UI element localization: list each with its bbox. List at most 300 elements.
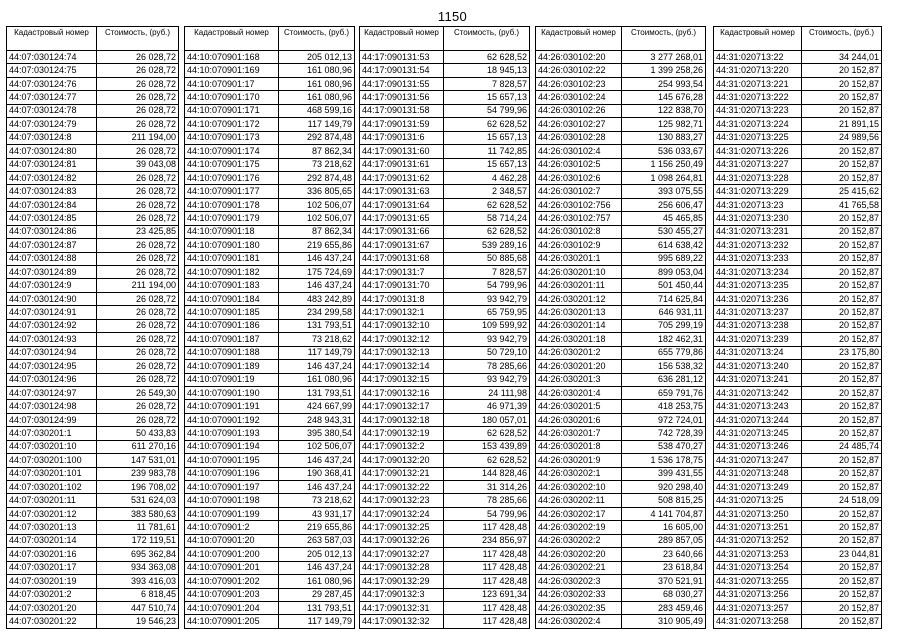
cost-cell: 646 931,11 (622, 306, 706, 319)
table-row (714, 360, 882, 373)
cadastral-number-cell: 44:10:070901:170 (185, 91, 279, 104)
cadastral-number-cell: 44:07:030124:79 (7, 118, 97, 131)
cadastral-number-cell: 44:07:030124:78 (7, 104, 97, 117)
cost-cell: 24 111,98 (444, 386, 530, 399)
cost-cell: 62 628,52 (444, 225, 530, 238)
cost-cell: 26 028,72 (97, 91, 179, 104)
cadastral-number-cell: 44:17:090132:18 (360, 413, 444, 426)
cost-cell: 117 149,79 (279, 346, 355, 359)
cost-cell: 20 152,87 (802, 454, 882, 467)
table-row (714, 386, 882, 399)
cadastral-number-cell: 44:17:090132:32 (360, 615, 444, 628)
table-row (185, 77, 355, 90)
table-row (7, 346, 179, 359)
cost-cell: 117 149,79 (279, 615, 355, 628)
table-row (714, 494, 882, 507)
table-row (7, 185, 179, 198)
cost-cell: 172 119,51 (97, 534, 179, 547)
table-row (714, 507, 882, 520)
cost-cell: 20 152,87 (802, 588, 882, 601)
table-row (185, 615, 355, 628)
table-row (185, 413, 355, 426)
table-row (7, 601, 179, 614)
cadastral-number-cell: 44:31:020713:250 (714, 507, 802, 520)
cadastral-number-cell: 44:31:020713:229 (714, 185, 802, 198)
cadastral-number-cell: 44:26:030202:2 (536, 534, 622, 547)
cadastral-number-cell: 44:17:090131:62 (360, 171, 444, 184)
table-row (360, 225, 530, 238)
cost-cell: 611 270,16 (97, 440, 179, 453)
cadastral-number-cell: 44:10:070901:187 (185, 333, 279, 346)
table-row (185, 588, 355, 601)
table-row (536, 77, 706, 90)
cadastral-number-cell: 44:10:070901:183 (185, 279, 279, 292)
table-row (360, 198, 530, 211)
cost-cell: 180 057,01 (444, 413, 530, 426)
cadastral-number-cell: 44:10:070901:182 (185, 266, 279, 279)
cadastral-number-cell: 44:26:030202:4 (536, 615, 622, 628)
table-row (7, 360, 179, 373)
cost-cell: 205 012,13 (279, 548, 355, 561)
table-row (185, 91, 355, 104)
cadastral-number-cell: 44:07:030124:84 (7, 198, 97, 211)
cost-cell: 117 428,48 (444, 521, 530, 534)
cost-cell: 190 368,41 (279, 467, 355, 480)
cadastral-number-cell: 44:31:020713:249 (714, 481, 802, 494)
cadastral-number-cell: 44:17:090131:7 (360, 266, 444, 279)
cadastral-number-cell: 44:26:030202:17 (536, 507, 622, 520)
table-row (360, 171, 530, 184)
cadastral-number-cell: 44:10:070901:2 (185, 521, 279, 534)
cadastral-number-cell: 44:31:020713:225 (714, 131, 802, 144)
cost-cell: 16 605,00 (622, 521, 706, 534)
cost-cell: 530 455,27 (622, 225, 706, 238)
table-row (7, 481, 179, 494)
cost-cell: 11 742,85 (444, 145, 530, 158)
cadastral-number-cell: 44:26:030201:13 (536, 306, 622, 319)
table-row (714, 615, 882, 628)
cadastral-number-cell: 44:17:090132:1 (360, 306, 444, 319)
cost-cell: 65 759,95 (444, 306, 530, 319)
cost-cell: 20 152,87 (802, 171, 882, 184)
cost-cell: 18 945,13 (444, 64, 530, 77)
header-cost: Стоимость, (руб.) (279, 27, 355, 51)
cadastral-number-cell: 44:07:030124:74 (7, 51, 97, 64)
table-row (714, 373, 882, 386)
cost-cell: 102 506,07 (279, 198, 355, 211)
table-row (7, 373, 179, 386)
cadastral-number-cell: 44:17:090131:54 (360, 64, 444, 77)
cadastral-number-cell: 44:10:070901:17 (185, 77, 279, 90)
cadastral-number-cell: 44:07:030201:19 (7, 575, 97, 588)
cost-cell: 292 874,48 (279, 171, 355, 184)
table-row (185, 427, 355, 440)
cadastral-number-cell: 44:17:090131:59 (360, 118, 444, 131)
table-row (7, 333, 179, 346)
cadastral-number-cell: 44:26:030202:35 (536, 601, 622, 614)
table-row (536, 360, 706, 373)
table-row (360, 440, 530, 453)
cadastral-number-cell: 44:26:030102:756 (536, 198, 622, 211)
cadastral-number-cell: 44:10:070901:202 (185, 575, 279, 588)
table-row (7, 145, 179, 158)
table-row (185, 198, 355, 211)
cadastral-number-cell: 44:31:020713:223 (714, 104, 802, 117)
cost-cell: 254 993,54 (622, 77, 706, 90)
cadastral-number-cell: 44:26:030202:10 (536, 481, 622, 494)
table-row (360, 104, 530, 117)
table-row (714, 413, 882, 426)
cadastral-number-cell: 44:10:070901:180 (185, 239, 279, 252)
table-row (714, 534, 882, 547)
table-row (7, 198, 179, 211)
cost-cell: 161 080,96 (279, 373, 355, 386)
table-row (185, 561, 355, 574)
header-cadastral-number: Кадастровый номер (185, 27, 279, 51)
cost-cell: 483 242,89 (279, 292, 355, 305)
cadastral-number-cell: 44:17:090131:66 (360, 225, 444, 238)
header-cost: Стоимость, (руб.) (802, 27, 882, 51)
table-row (7, 400, 179, 413)
cadastral-number-cell: 44:07:030201:13 (7, 521, 97, 534)
table-row (536, 481, 706, 494)
table-row (7, 131, 179, 144)
table-row (536, 239, 706, 252)
cost-cell: 123 691,34 (444, 588, 530, 601)
cadastral-number-cell: 44:10:070901:204 (185, 601, 279, 614)
cost-cell: 26 028,72 (97, 171, 179, 184)
table-row (714, 77, 882, 90)
table-row (360, 521, 530, 534)
cadastral-number-cell: 44:07:030124:87 (7, 239, 97, 252)
cost-cell: 20 152,87 (802, 575, 882, 588)
table-row (7, 561, 179, 574)
cost-cell: 20 152,87 (802, 266, 882, 279)
cadastral-number-cell: 44:26:030201:3 (536, 373, 622, 386)
table-row (714, 548, 882, 561)
cadastral-number-cell: 44:07:030201:11 (7, 494, 97, 507)
cadastral-number-cell: 44:17:090132:28 (360, 561, 444, 574)
table-row (360, 306, 530, 319)
cost-cell: 29 287,45 (279, 588, 355, 601)
table-row (536, 225, 706, 238)
cost-cell: 122 838,70 (622, 104, 706, 117)
table-row (536, 145, 706, 158)
cadastral-number-cell: 44:26:030102:5 (536, 158, 622, 171)
cadastral-number-cell: 44:07:030201:22 (7, 615, 97, 628)
table-row (185, 171, 355, 184)
table-row (7, 319, 179, 332)
cost-cell: 26 028,72 (97, 373, 179, 386)
table-row (536, 306, 706, 319)
cadastral-number-cell: 44:31:020713:230 (714, 212, 802, 225)
table-row (536, 507, 706, 520)
table-row (7, 212, 179, 225)
cost-cell: 234 299,58 (279, 306, 355, 319)
table-row (714, 252, 882, 265)
cost-cell: 3 277 268,01 (622, 51, 706, 64)
cost-cell: 20 152,87 (802, 158, 882, 171)
table-row (536, 561, 706, 574)
cadastral-number-cell: 44:31:020713:254 (714, 561, 802, 574)
cost-cell: 131 793,51 (279, 386, 355, 399)
cadastral-number-cell: 44:17:090131:67 (360, 239, 444, 252)
table-row (185, 521, 355, 534)
cadastral-number-cell: 44:07:030201:100 (7, 454, 97, 467)
table-row (185, 252, 355, 265)
cadastral-number-cell: 44:26:030201:5 (536, 400, 622, 413)
table-row (714, 118, 882, 131)
cost-cell: 93 942,79 (444, 373, 530, 386)
cadastral-table-2 (184, 26, 355, 629)
cost-cell: 102 506,07 (279, 212, 355, 225)
cadastral-number-cell: 44:17:090132:26 (360, 534, 444, 547)
cost-cell: 655 779,86 (622, 346, 706, 359)
cadastral-number-cell: 44:31:020713:232 (714, 239, 802, 252)
cost-cell: 26 028,72 (97, 118, 179, 131)
cost-cell: 23 175,80 (802, 346, 882, 359)
cadastral-number-cell: 44:31:020713:238 (714, 319, 802, 332)
cost-cell: 424 667,99 (279, 400, 355, 413)
table-row (7, 386, 179, 399)
table-row (360, 427, 530, 440)
cadastral-number-cell: 44:17:090132:3 (360, 588, 444, 601)
cost-cell: 62 628,52 (444, 198, 530, 211)
cadastral-number-cell: 44:17:090132:21 (360, 467, 444, 480)
table-row (185, 467, 355, 480)
cadastral-number-cell: 44:31:020713:239 (714, 333, 802, 346)
cost-cell: 20 152,87 (802, 601, 882, 614)
cadastral-number-cell: 44:17:090132:16 (360, 386, 444, 399)
table-row (714, 400, 882, 413)
cost-cell: 117 149,79 (279, 118, 355, 131)
table-row (536, 601, 706, 614)
table-row (714, 171, 882, 184)
header-cadastral-number: Кадастровый номер (536, 27, 622, 51)
cadastral-number-cell: 44:26:030201:10 (536, 266, 622, 279)
cadastral-number-cell: 44:17:090132:24 (360, 507, 444, 520)
cadastral-number-cell: 44:31:020713:22 (714, 51, 802, 64)
cadastral-number-cell: 44:10:070901:174 (185, 145, 279, 158)
table-row (536, 400, 706, 413)
cadastral-number-cell: 44:07:030201:16 (7, 548, 97, 561)
table-row (714, 131, 882, 144)
table-row (360, 548, 530, 561)
table-row (536, 279, 706, 292)
cadastral-number-cell: 44:07:030124:94 (7, 346, 97, 359)
table-row (7, 51, 179, 64)
table-row (536, 467, 706, 480)
cadastral-number-cell: 44:10:070901:18 (185, 225, 279, 238)
table-row (7, 279, 179, 292)
cadastral-number-cell: 44:31:020713:258 (714, 615, 802, 628)
cost-cell: 24 518,09 (802, 494, 882, 507)
cost-cell: 145 676,28 (622, 91, 706, 104)
cost-cell: 536 033,67 (622, 145, 706, 158)
cadastral-number-cell: 44:07:030201:102 (7, 481, 97, 494)
cost-cell: 219 655,86 (279, 239, 355, 252)
table-row (185, 104, 355, 117)
cost-cell: 20 152,87 (802, 521, 882, 534)
table-row (714, 158, 882, 171)
table-row (7, 306, 179, 319)
cost-cell: 87 862,34 (279, 145, 355, 158)
cost-cell: 20 152,87 (802, 400, 882, 413)
table-row (536, 91, 706, 104)
cadastral-table-5 (713, 26, 882, 629)
cadastral-number-cell: 44:10:070901:186 (185, 319, 279, 332)
table-row (360, 51, 530, 64)
table-row (714, 104, 882, 117)
table-row (7, 118, 179, 131)
table-row (360, 400, 530, 413)
cadastral-number-cell: 44:26:030202:19 (536, 521, 622, 534)
cadastral-number-cell: 44:07:030124:93 (7, 333, 97, 346)
cadastral-number-cell: 44:10:070901:188 (185, 346, 279, 359)
cost-cell: 26 028,72 (97, 292, 179, 305)
table-row (360, 292, 530, 305)
table-row (185, 440, 355, 453)
table-row (714, 319, 882, 332)
cost-cell: 20 152,87 (802, 413, 882, 426)
cadastral-number-cell: 44:31:020713:237 (714, 306, 802, 319)
cadastral-number-cell: 44:17:090132:29 (360, 575, 444, 588)
cost-cell: 26 028,72 (97, 413, 179, 426)
cadastral-number-cell: 44:10:070901:203 (185, 588, 279, 601)
cost-cell: 62 628,52 (444, 118, 530, 131)
table-row (536, 212, 706, 225)
header-cost: Стоимость, (руб.) (444, 27, 530, 51)
cadastral-number-cell: 44:26:030201:1 (536, 252, 622, 265)
cost-cell: 147 531,01 (97, 454, 179, 467)
cadastral-number-cell: 44:10:070901:198 (185, 494, 279, 507)
cadastral-number-cell: 44:31:020713:221 (714, 77, 802, 90)
table-row (360, 319, 530, 332)
cadastral-number-cell: 44:31:020713:222 (714, 91, 802, 104)
cost-cell: 24 989,56 (802, 131, 882, 144)
cost-cell: 383 580,63 (97, 507, 179, 520)
cost-cell: 144 828,46 (444, 467, 530, 480)
table-row (360, 615, 530, 628)
cadastral-number-cell: 44:07:030201:12 (7, 507, 97, 520)
table-row (714, 266, 882, 279)
cost-cell: 23 044,81 (802, 548, 882, 561)
cost-cell: 20 152,87 (802, 292, 882, 305)
cost-cell: 20 152,87 (802, 239, 882, 252)
cost-cell: 508 815,25 (622, 494, 706, 507)
cost-cell: 161 080,96 (279, 575, 355, 588)
cadastral-number-cell: 44:07:030124:91 (7, 306, 97, 319)
table-row (536, 575, 706, 588)
table-row (536, 440, 706, 453)
cadastral-number-cell: 44:10:070901:179 (185, 212, 279, 225)
cost-cell: 73 218,62 (279, 158, 355, 171)
cadastral-number-cell: 44:26:030102:23 (536, 77, 622, 90)
cadastral-number-cell: 44:07:030201:17 (7, 561, 97, 574)
cost-cell: 20 152,87 (802, 252, 882, 265)
cost-cell: 62 628,52 (444, 454, 530, 467)
cost-cell: 161 080,96 (279, 77, 355, 90)
cost-cell: 26 028,72 (97, 77, 179, 90)
cadastral-number-cell: 44:17:090132:12 (360, 333, 444, 346)
table-row (7, 225, 179, 238)
cadastral-number-cell: 44:10:070901:177 (185, 185, 279, 198)
cost-cell: 146 437,24 (279, 561, 355, 574)
cadastral-number-cell: 44:07:030124:76 (7, 77, 97, 90)
cost-cell: 182 462,31 (622, 333, 706, 346)
table-row (360, 601, 530, 614)
cadastral-number-cell: 44:26:030201:20 (536, 360, 622, 373)
cadastral-number-cell: 44:10:070901:200 (185, 548, 279, 561)
table-row (360, 454, 530, 467)
cost-cell: 263 587,03 (279, 534, 355, 547)
table-row (360, 279, 530, 292)
table-row (360, 507, 530, 520)
cadastral-number-cell: 44:26:030201:8 (536, 440, 622, 453)
cadastral-number-cell: 44:31:020713:245 (714, 427, 802, 440)
table-row (360, 346, 530, 359)
table-row (185, 51, 355, 64)
cost-cell: 15 657,13 (444, 91, 530, 104)
cost-cell: 20 152,87 (802, 534, 882, 547)
cadastral-number-cell: 44:31:020713:25 (714, 494, 802, 507)
cost-cell: 614 638,42 (622, 239, 706, 252)
cadastral-number-cell: 44:26:030202:33 (536, 588, 622, 601)
cost-cell: 7 828,57 (444, 266, 530, 279)
cost-cell: 20 152,87 (802, 561, 882, 574)
cost-cell: 78 285,66 (444, 494, 530, 507)
table-row (714, 185, 882, 198)
cost-cell: 78 285,66 (444, 360, 530, 373)
cadastral-number-cell: 44:17:090131:64 (360, 198, 444, 211)
table-row (185, 225, 355, 238)
cadastral-number-cell: 44:10:070901:178 (185, 198, 279, 211)
cadastral-number-cell: 44:17:090131:56 (360, 91, 444, 104)
cost-cell: 25 415,62 (802, 185, 882, 198)
table-row (536, 158, 706, 171)
table-row (714, 346, 882, 359)
table-row (7, 171, 179, 184)
cost-cell: 26 028,72 (97, 64, 179, 77)
cost-cell: 19 546,23 (97, 615, 179, 628)
table-row (7, 91, 179, 104)
table-row (7, 104, 179, 117)
cost-cell: 50 729,10 (444, 346, 530, 359)
cost-cell: 26 028,72 (97, 198, 179, 211)
table-row (360, 212, 530, 225)
cadastral-number-cell: 44:10:070901:19 (185, 373, 279, 386)
cost-cell: 501 450,44 (622, 279, 706, 292)
table-row (536, 292, 706, 305)
table-row (536, 427, 706, 440)
table-row (360, 494, 530, 507)
table-row (7, 467, 179, 480)
cost-cell: 62 628,52 (444, 51, 530, 64)
table-row (185, 64, 355, 77)
cost-cell: 20 152,87 (802, 64, 882, 77)
cadastral-number-cell: 44:26:030201:7 (536, 427, 622, 440)
table-row (714, 521, 882, 534)
cadastral-number-cell: 44:26:030202:21 (536, 561, 622, 574)
cadastral-number-cell: 44:31:020713:246 (714, 440, 802, 453)
cost-cell: 43 931,17 (279, 507, 355, 520)
cadastral-number-cell: 44:31:020713:243 (714, 400, 802, 413)
table-row (360, 561, 530, 574)
table-row (360, 413, 530, 426)
table-row (714, 64, 882, 77)
cost-cell: 447 510,74 (97, 601, 179, 614)
table-row (360, 185, 530, 198)
